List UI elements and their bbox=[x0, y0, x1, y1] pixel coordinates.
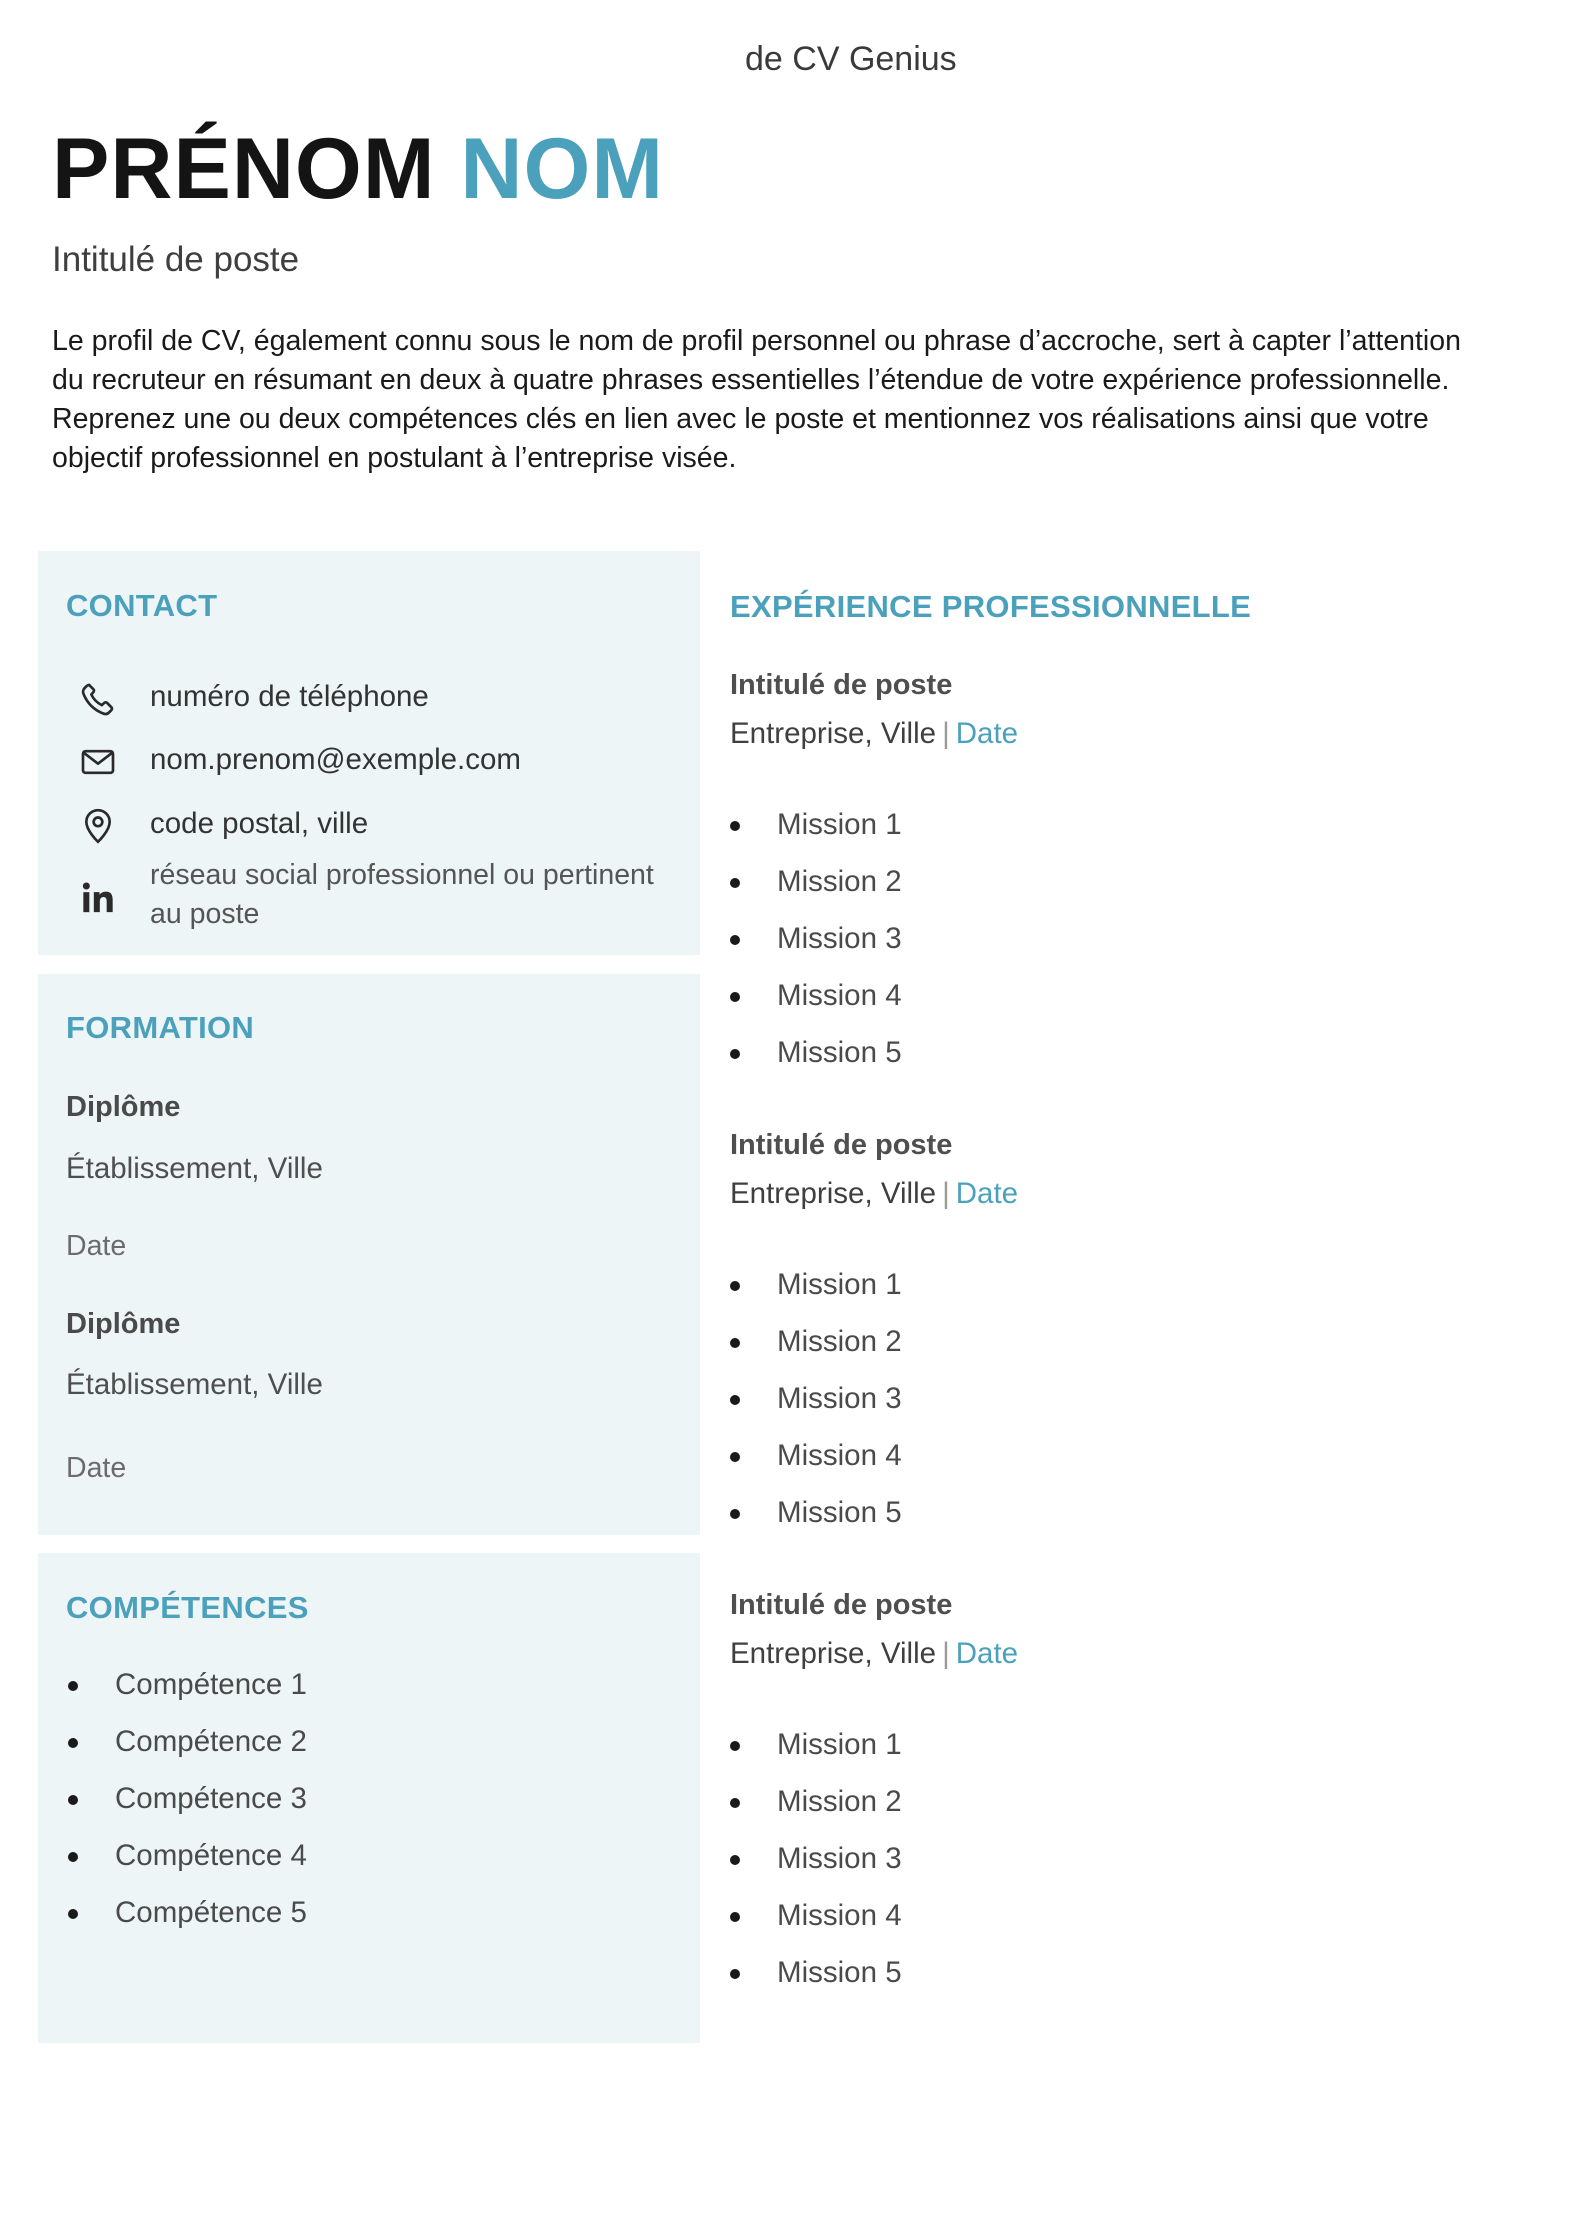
bullet-icon bbox=[730, 1798, 740, 1808]
list-item bbox=[777, 1725, 902, 1782]
job-position-title: Intitulé de poste bbox=[730, 669, 953, 701]
job-title: Intitulé de poste bbox=[52, 240, 300, 279]
skills-list bbox=[115, 1665, 307, 1950]
mission-list bbox=[777, 805, 902, 1090]
contact-phone-row bbox=[76, 677, 429, 721]
contact-address: code postal, ville bbox=[150, 807, 369, 840]
list-item bbox=[115, 1893, 307, 1950]
skill-label: Compétence 3 bbox=[115, 1782, 307, 1815]
formation-date: Date bbox=[66, 1452, 127, 1484]
bullet-icon bbox=[730, 1395, 740, 1405]
list-item bbox=[115, 1722, 307, 1779]
mission-label: Mission 3 bbox=[777, 1382, 902, 1415]
job-date: Date bbox=[955, 717, 1019, 750]
formation-school: Établissement, Ville bbox=[66, 1152, 323, 1185]
bullet-icon bbox=[730, 1912, 740, 1922]
mission-list bbox=[777, 1725, 902, 2010]
bullet-icon bbox=[730, 935, 740, 945]
bullet-icon bbox=[730, 1969, 740, 1979]
mail-icon bbox=[76, 740, 120, 784]
list-item bbox=[777, 919, 902, 976]
mission-label: Mission 2 bbox=[777, 1785, 902, 1818]
formation-panel bbox=[38, 974, 700, 1535]
contact-email: nom.prenom@exemple.com bbox=[150, 743, 521, 776]
formation-diploma: Diplôme bbox=[66, 1308, 181, 1340]
mission-list bbox=[777, 1265, 902, 1550]
job-company: Entreprise, Ville bbox=[730, 1177, 937, 1210]
list-item bbox=[777, 976, 902, 1033]
brand-header: de CV Genius bbox=[745, 40, 957, 78]
mission-label: Mission 3 bbox=[777, 1842, 902, 1875]
skill-label: Compétence 4 bbox=[115, 1839, 307, 1872]
list-item bbox=[777, 862, 902, 919]
mission-label: Mission 4 bbox=[777, 1899, 902, 1932]
formation-diploma: Diplôme bbox=[66, 1091, 181, 1123]
list-item bbox=[777, 1379, 902, 1436]
bullet-icon bbox=[730, 1509, 740, 1519]
mission-label: Mission 4 bbox=[777, 979, 902, 1012]
contact-phone: numéro de téléphone bbox=[150, 680, 429, 713]
mission-label: Mission 1 bbox=[777, 1728, 902, 1761]
mission-label: Mission 3 bbox=[777, 922, 902, 955]
phone-icon bbox=[76, 677, 120, 721]
contact-email-row bbox=[76, 740, 521, 784]
bullet-icon bbox=[68, 1681, 78, 1691]
list-item bbox=[777, 1953, 902, 2010]
mission-label: Mission 5 bbox=[777, 1036, 902, 1069]
job-position-title: Intitulé de poste bbox=[730, 1129, 953, 1161]
mission-label: Mission 2 bbox=[777, 865, 902, 898]
mission-label: Mission 1 bbox=[777, 1268, 902, 1301]
skills-title: COMPÉTENCES bbox=[66, 1590, 309, 1625]
list-item bbox=[115, 1836, 307, 1893]
list-item bbox=[777, 1436, 902, 1493]
job-meta bbox=[730, 717, 1018, 751]
contact-title: CONTACT bbox=[66, 588, 218, 623]
experience-title: EXPÉRIENCE PROFESSIONNELLE bbox=[730, 589, 1252, 624]
list-item bbox=[115, 1665, 307, 1722]
list-item bbox=[777, 1896, 902, 1953]
skill-label: Compétence 2 bbox=[115, 1725, 307, 1758]
contact-social: réseau social professionnel ou pertinent au poste bbox=[150, 859, 654, 930]
bullet-icon bbox=[730, 878, 740, 888]
formation-date: Date bbox=[66, 1230, 127, 1262]
list-item bbox=[777, 1033, 902, 1090]
mission-label: Mission 4 bbox=[777, 1439, 902, 1472]
list-item bbox=[777, 1322, 902, 1379]
list-item bbox=[777, 1493, 902, 1550]
bullet-icon bbox=[68, 1738, 78, 1748]
mission-label: Mission 2 bbox=[777, 1325, 902, 1358]
bullet-icon bbox=[730, 1338, 740, 1348]
location-pin-icon bbox=[76, 804, 120, 848]
bullet-icon bbox=[730, 1855, 740, 1865]
separator: | bbox=[942, 1177, 950, 1210]
job-meta bbox=[730, 1177, 1018, 1211]
mission-label: Mission 5 bbox=[777, 1956, 902, 1989]
last-name: NOM bbox=[460, 121, 665, 217]
profile-summary: Le profil de CV, également connu sous le nom de profil personnel ou phrase d’accroche, sert à capter l’attention du recruteur en résumant en deux à quatre phrases essentielles l’étendue de votre expérience professionnelle. Reprenez une ou deux compétences clés en lien avec le poste et mentionnez vos réalisations ainsi que votre objectif professionnel en postulant à l’entreprise visée. bbox=[52, 325, 1461, 474]
bullet-icon bbox=[730, 1452, 740, 1462]
bullet-icon bbox=[730, 1281, 740, 1291]
skill-label: Compétence 1 bbox=[115, 1668, 307, 1701]
formation-school: Établissement, Ville bbox=[66, 1368, 323, 1401]
contact-panel bbox=[38, 551, 700, 955]
list-item bbox=[115, 1779, 307, 1836]
candidate-name bbox=[52, 121, 665, 217]
contact-address-row bbox=[76, 804, 368, 848]
job-meta bbox=[730, 1637, 1018, 1671]
bullet-icon bbox=[68, 1852, 78, 1862]
bullet-icon bbox=[730, 992, 740, 1002]
bullet-icon bbox=[730, 821, 740, 831]
job-company: Entreprise, Ville bbox=[730, 1637, 937, 1670]
contact-social-row bbox=[76, 856, 690, 934]
skills-panel bbox=[38, 1553, 700, 2043]
list-item bbox=[777, 1782, 902, 1839]
job-company: Entreprise, Ville bbox=[730, 717, 937, 750]
bullet-icon bbox=[68, 1909, 78, 1919]
list-item bbox=[777, 805, 902, 862]
bullet-icon bbox=[730, 1741, 740, 1751]
job-date: Date bbox=[955, 1177, 1019, 1210]
skill-label: Compétence 5 bbox=[115, 1896, 307, 1929]
separator: | bbox=[942, 1637, 950, 1670]
list-item bbox=[777, 1839, 902, 1896]
separator: | bbox=[942, 717, 950, 750]
job-position-title: Intitulé de poste bbox=[730, 1589, 953, 1621]
bullet-icon bbox=[68, 1795, 78, 1805]
mission-label: Mission 5 bbox=[777, 1496, 902, 1529]
job-date: Date bbox=[955, 1637, 1019, 1670]
bullet-icon bbox=[730, 1049, 740, 1059]
linkedin-icon bbox=[76, 876, 120, 920]
list-item bbox=[777, 1265, 902, 1322]
formation-title: FORMATION bbox=[66, 1010, 255, 1045]
mission-label: Mission 1 bbox=[777, 808, 902, 841]
first-name: PRÉNOM bbox=[52, 121, 436, 217]
